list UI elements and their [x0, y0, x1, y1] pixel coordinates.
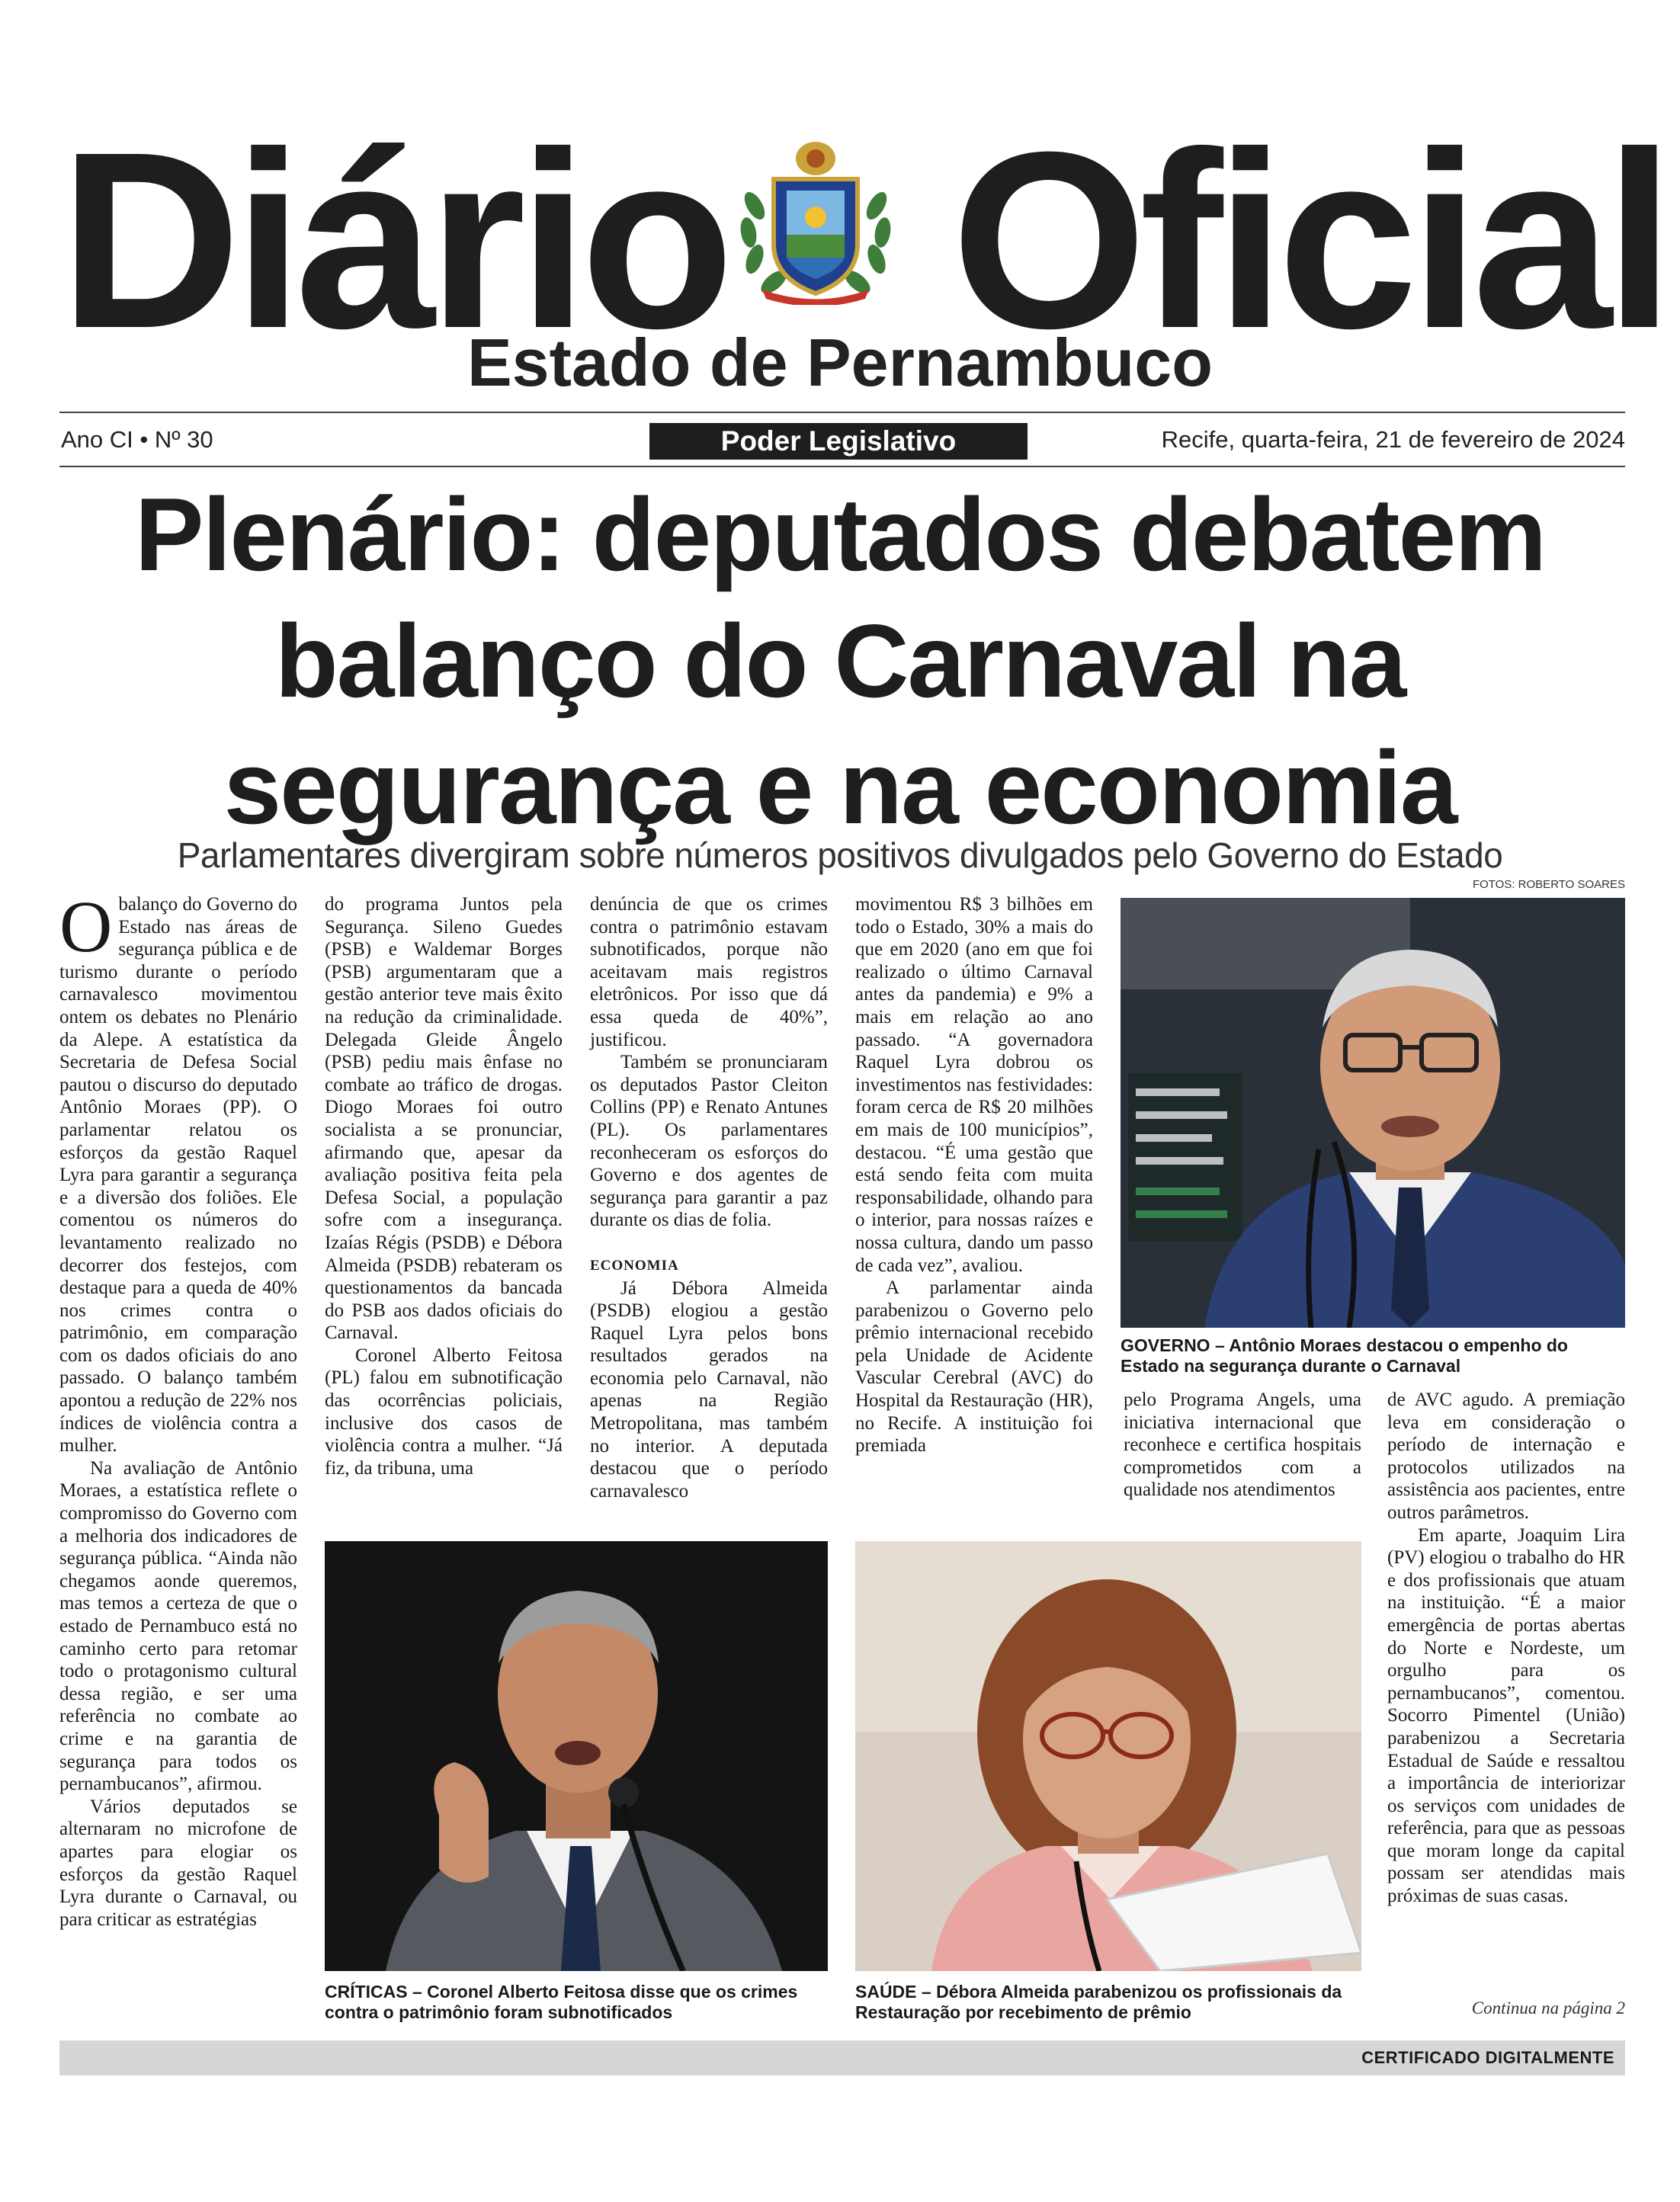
article-paragraph: Vários deputados se alternaram no microfone de apartes para elogiar os esforços da gestão Raquel Lyra durante o Carnaval, ou para criticar as estratégias: [59, 1796, 297, 1930]
article-column-1: [59, 886, 297, 1931]
headline-line: segurança e na economia: [223, 729, 1457, 845]
article-paragraph: Na avaliação de Antônio Moraes, a estatística reflete o compromisso do Governo com a melhoria dos indicadores de segurança pública. “Ainda não chegamos aonde queremos, mas temos a certeza de que o estado de Pernambuco está no caminho certo para retomar todo o protagonismo cultural dessa região, e ser uma referência no combate ao crime e na garantia de segurança para todos os pernambucanos”, afirmou.: [59, 1457, 297, 1795]
caption-alberto-feitosa: CRÍTICAS – Coronel Alberto Feitosa disse que os crimes contra o patrimônio foram subnotificados: [325, 1982, 798, 2022]
article-paragraph: Em aparte, Joaquim Lira (PV) elogiou o trabalho do HR e dos profissionais que atuam na instituição. “É a maior emergência de portas abertas do Norte e Nordeste, um orgulho para os pernambucanos”, comentou. Socorro Pimentel (União) parabenizou a Secretaria Estadual de Saúde e ressaltou a importância de interiorizar os serviços com unidades de referência, para que as pessoas que moram longe da capital possam ser atendidas mais próximas de suas casas.: [1387, 1524, 1625, 1907]
article-column-6: [1387, 1389, 1625, 1908]
subheadline: Parlamentares divergiram sobre números positivos divulgados pelo Governo do Estado: [177, 835, 1503, 875]
article-paragraph: Coronel Alberto Feitosa (PL) falou em subnotificação das ocorrências policiais, inclusive dos casos de violência contra a mulher. “Já fiz, da tribuna, uma: [325, 1345, 563, 1479]
article-paragraph: do programa Juntos pela Segurança. Sileno Guedes (PSB) e Waldemar Borges (PSB) argumentaram que a gestão anterior teve mais êxito na redução da criminalidade. Delegada Gleide Ângelo (PSB) pediu mais ênfase no combate ao tráfico de drogas. Diogo Moraes foi outro socialista a se pronunciar, afirmando que, apesar da avaliação positiva feita pela Defesa Social, a população sofre com a insegurança. Izaías Régis (PSDB) e Débora Almeida (PSDB) rebateram os questionamentos da bancada do PSB aos dados oficiais do Carnaval.: [325, 894, 563, 1344]
photo-alberto-feitosa: [325, 1541, 828, 1971]
section-subhead: ECONOMIA: [590, 1257, 679, 1274]
article-column-5: [1124, 1389, 1361, 1502]
masthead-top-rule: [59, 412, 1625, 413]
article-paragraph: pelo Programa Angels, uma iniciativa internacional que reconhece e certifica hospitais comprometidos com a qualidade nos atendimentos: [1124, 1389, 1361, 1501]
edition-number: Ano CI • Nº 30: [61, 426, 213, 453]
article-paragraph: Obalanço do Governo do Estado nas áreas de segurança pública e de turismo durante o período carnavalesco movimentou ontem os debates no Plenário da Alepe. A estatística da Secretaria de Defesa Social pautou o discurso do deputado Antônio Moraes (PP). O parlamentar relatou os esforços da gestão Raquel Lyra para garantir a segurança e a diversão dos foliões. Ele comentou os números do levantamento realizado no decorrer dos festejos, com destaque para a queda de 40% nos crimes contra o patrimônio, em comparação com os dados oficiais do ano passado. O balanço também apontou a redução de 22% nos índices de violência contra a mulher.: [59, 886, 297, 1457]
pernambuco-coat-of-arms-icon: [732, 137, 899, 305]
photo-credit: FOTOS: ROBERTO SOARES: [1472, 878, 1625, 891]
headline-line: Plenário: deputados debatem: [134, 476, 1546, 592]
section-badge: Poder Legislativo: [649, 423, 1028, 460]
headline-line: balanço do Carnaval na: [274, 603, 1406, 719]
masthead-title-word-2: Oficial: [951, 99, 1667, 380]
digital-certificate-label: CERTIFICADO DIGITALMENTE: [1361, 2048, 1614, 2067]
masthead-subtitle: Estado de Pernambuco: [466, 325, 1213, 400]
footer-bar: [59, 2040, 1625, 2075]
photo-debora-almeida: [855, 1541, 1361, 1971]
caption-debora-almeida: SAÚDE – Débora Almeida parabenizou os profissionais da Restauração por recebimento de prêmio: [855, 1982, 1342, 2022]
masthead-title-word-1: Diário: [59, 99, 727, 380]
article-paragraph: movimentou R$ 3 bilhões em todo o Estado, 30% a mais do que em 2020 (ano em que foi realizado o último Carnaval antes da pandemia) e 9% a mais em relação ao ano passado. “A governadora Raquel Lyra dobrou os investimentos nas festividades: foram cerca de R$ 20 milhões em mais de 100 municípios”, destacou. “É uma gestão que está sendo feita com muita responsabilidade, olhando para o interior, para nossas raízes e nossa cultura, dando um passo de cada vez”, avaliou.: [855, 894, 1093, 1276]
photo-antonio-moraes: [1121, 898, 1625, 1328]
article-paragraph: Já Débora Almeida (PSDB) elogiou a gestão Raquel Lyra pelos bons resultados gerados na economia pelo Carnaval, não apenas na Região Metropolitana, mas também no interior. A deputada destacou que o período carnavalesco: [590, 1277, 828, 1502]
dateline: Recife, quarta-feira, 21 de fevereiro de 2024: [1161, 426, 1625, 453]
article-column-4: [855, 893, 1093, 1457]
article-column-3: [590, 893, 828, 1502]
article-paragraph: A parlamentar ainda parabenizou o Governo pelo prêmio internacional recebido pela Unidade de Acidente Vascular Cerebral (AVC) do Hospital da Restauração (HR), no Recife. A instituição foi premiada: [855, 1277, 1093, 1457]
caption-antonio-moraes: GOVERNO – Antônio Moraes destacou o empenho do Estado na segurança durante o Carnaval: [1121, 1335, 1568, 1376]
continue-note: Continua na página 2: [1471, 1998, 1625, 2018]
drop-cap: O: [59, 886, 113, 967]
masthead-bottom-rule: [59, 466, 1625, 467]
article-column-2: [325, 893, 563, 1479]
headline: [46, 471, 1634, 851]
article-paragraph: Também se pronunciaram os deputados Pastor Cleiton Collins (PP) e Renato Antunes (PL). Os parlamentares reconheceram os esforços do Governo e dos agentes de segurança para garantir a paz durante os dias de folia.: [590, 1052, 828, 1231]
article-paragraph: denúncia de que os crimes contra o patrimônio estavam subnotificados, porque não aceitavam mais registros eletrônicos. Por isso que dá essa queda de 40%”, justificou.: [590, 894, 828, 1050]
article-paragraph: de AVC agudo. A premiação leva em consideração o período de internação e protocolos utilizados na assistência aos pacientes, entre outros parâmetros.: [1387, 1389, 1625, 1523]
